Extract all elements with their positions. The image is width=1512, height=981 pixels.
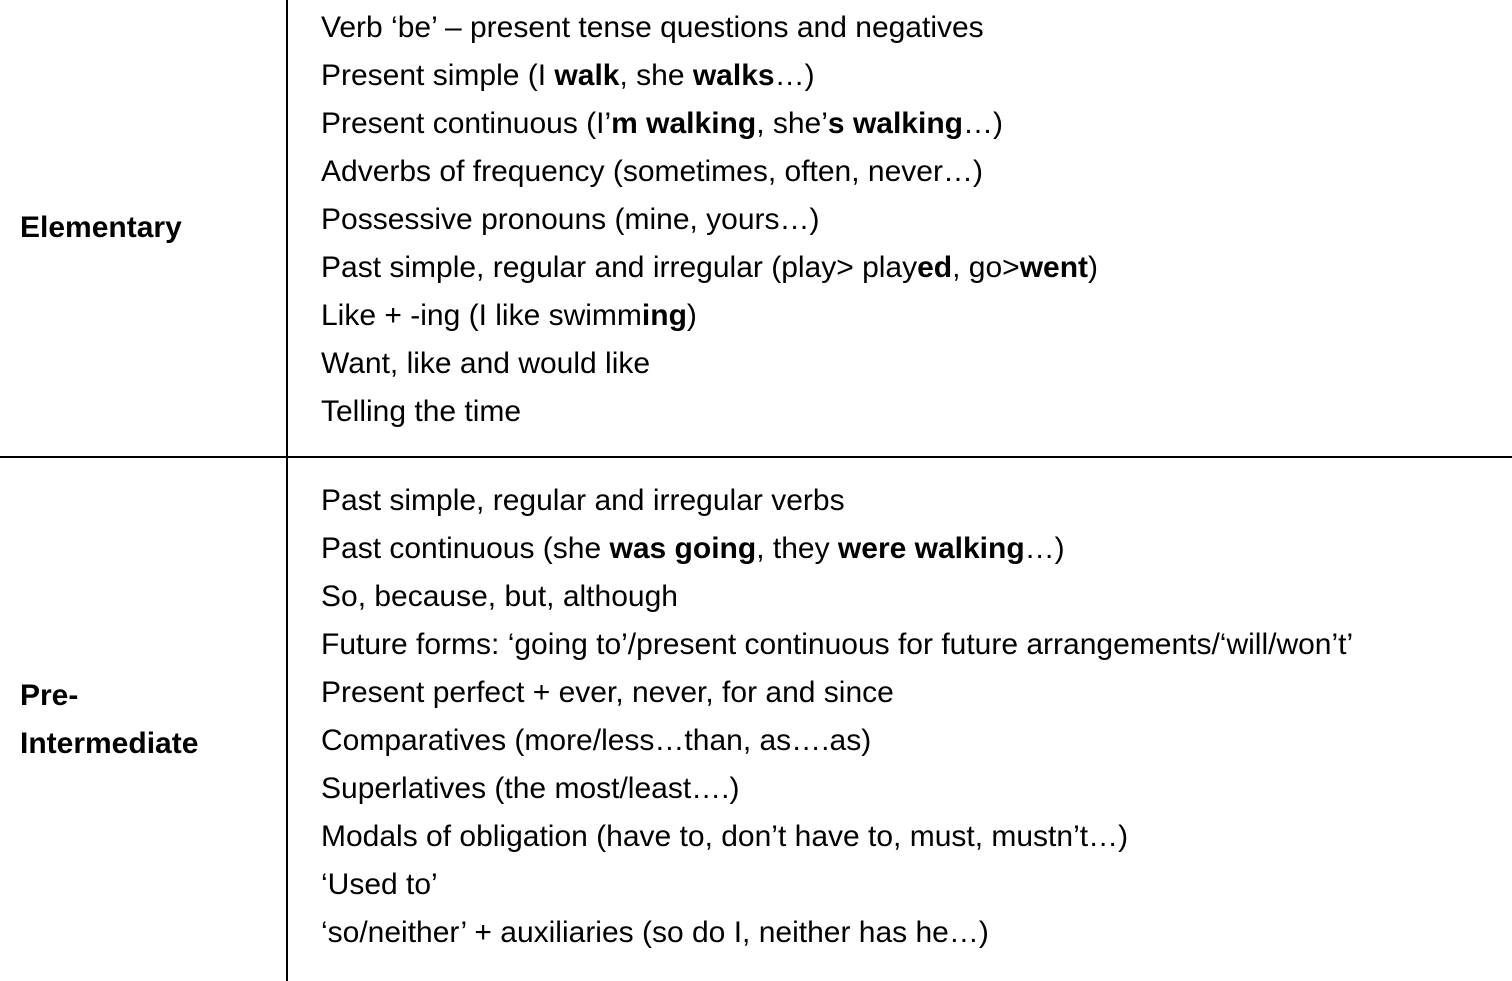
topic-text: Future forms: ‘going to’/present continuous for future arrangements/‘will/won’t’ (321, 628, 1354, 661)
topic-text-bold: were walking (837, 532, 1025, 565)
topic-text: ‘so/neither’ + auxiliaries (so do I, neither has he…) (321, 916, 989, 949)
topic-text: , they (756, 532, 838, 565)
topic-text: So, because, but, although (321, 580, 678, 613)
topic-item (321, 861, 1512, 909)
table-row-elementary (0, 0, 1512, 457)
topic-text: Telling the time (321, 395, 522, 428)
topic-item (321, 244, 1512, 292)
topic-text: ) (686, 299, 697, 332)
topic-item (321, 525, 1512, 573)
topic-text: Comparatives (more/less…than, as….as) (321, 724, 872, 757)
topic-item (321, 388, 1512, 436)
topic-text: Want, like and would like (321, 347, 651, 380)
topic-list-pre-intermediate (287, 457, 1512, 981)
topic-text-bold: m walking (611, 107, 757, 140)
topic-item (321, 573, 1512, 621)
level-label-line: Intermediate (20, 726, 199, 760)
topic-text-bold: went (1019, 251, 1089, 284)
topic-item (321, 4, 1512, 52)
topic-text: Past simple, regular and irregular (play> play (321, 251, 918, 284)
topic-item (321, 196, 1512, 244)
level-label-line: Pre- (20, 678, 79, 712)
topic-item (321, 909, 1512, 957)
topic-text: , go> (952, 251, 1020, 284)
topic-text: Modals of obligation (have to, don’t have to, must, mustn’t…) (321, 820, 1129, 853)
topic-text-bold: ed (917, 251, 953, 284)
topic-item (321, 477, 1512, 525)
topic-item (321, 100, 1512, 148)
topic-item (321, 621, 1512, 669)
level-label-elementary: Elementary (0, 0, 287, 457)
topic-text-bold: was going (609, 532, 757, 565)
topic-text: ‘Used to’ (321, 868, 438, 901)
topic-text: Superlatives (the most/least….) (321, 772, 740, 805)
topic-item (321, 669, 1512, 717)
topic-text-bold: walk (554, 59, 620, 92)
topic-text-bold: s walking (827, 107, 963, 140)
topic-text: Present perfect + ever, never, for and since (321, 676, 894, 709)
topic-item (321, 765, 1512, 813)
topic-item (321, 52, 1512, 100)
topic-text: ) (1088, 251, 1099, 284)
topic-text: Present continuous (I’ (321, 107, 612, 140)
topic-text-bold: ing (641, 299, 687, 332)
topic-text: Like + -ing (I like swimm (321, 299, 642, 332)
topic-text: Possessive pronouns (mine, yours…) (321, 203, 820, 236)
topic-text: Verb ‘be’ – present tense questions and negatives (321, 11, 984, 44)
topic-item (321, 292, 1512, 340)
topic-item (321, 813, 1512, 861)
table-row-pre-intermediate (0, 457, 1512, 981)
topic-text: …) (774, 59, 815, 92)
topic-text: …) (1024, 532, 1065, 565)
topic-text: Adverbs of frequency (sometimes, often, never…) (321, 155, 983, 188)
topic-text: , she’ (756, 107, 828, 140)
topic-text: Past simple, regular and irregular verbs (321, 484, 845, 517)
topic-text: , she (619, 59, 693, 92)
topic-item (321, 717, 1512, 765)
topic-text: Present simple (I (321, 59, 555, 92)
topic-item (321, 340, 1512, 388)
topic-list-elementary (287, 0, 1512, 457)
topic-text: Past continuous (she (321, 532, 610, 565)
level-label-pre-intermediate (0, 457, 287, 981)
topic-text-bold: walks (692, 59, 775, 92)
topic-text: …) (962, 107, 1003, 140)
topic-item (321, 148, 1512, 196)
